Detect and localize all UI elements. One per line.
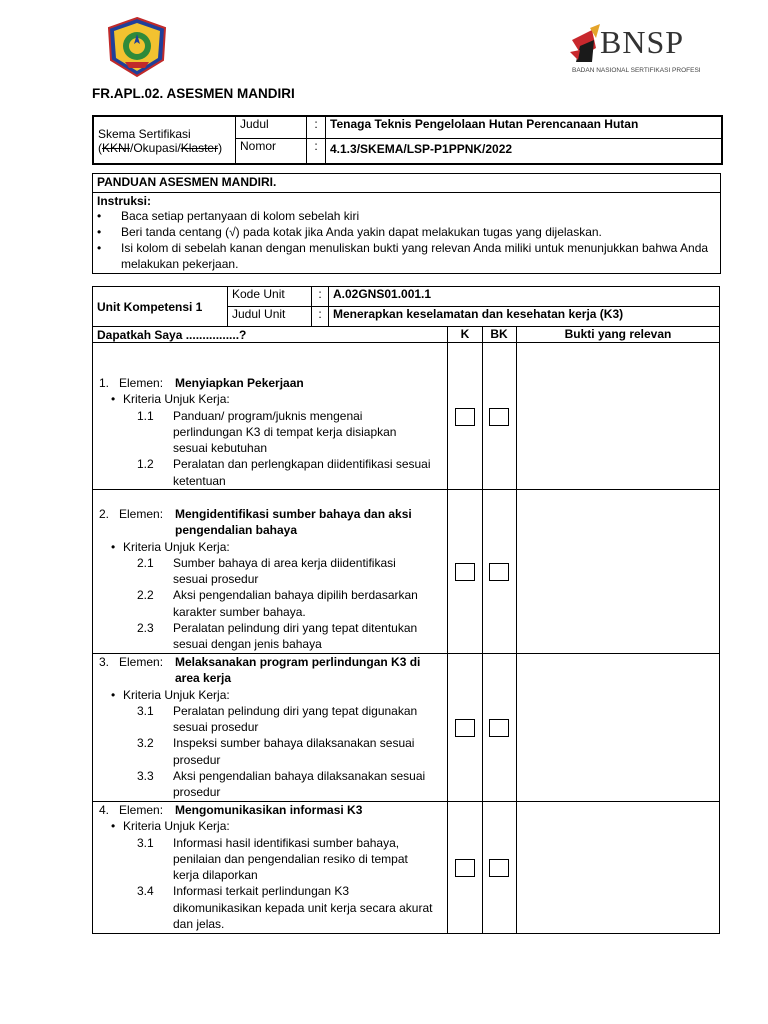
unit-code-value: A.02GNS01.001.1 <box>329 287 720 307</box>
bk-column-header: BK <box>482 327 517 342</box>
column-header-row <box>92 326 720 343</box>
instruction-item: • Baca setiap pertanyaan di kolom sebelah kiri <box>121 208 720 224</box>
element-name: Menyiapkan Pekerjaan <box>175 376 304 390</box>
unit-table <box>92 286 720 327</box>
criteria-number: 3.4 <box>137 884 154 899</box>
criteria-number: 1.1 <box>137 408 154 423</box>
guide-box <box>92 173 721 274</box>
criteria-label: • Kriteria Unjuk Kerja: <box>99 687 444 703</box>
bnsp-logo-subtitle: BADAN NASIONAL SERTIFIKASI PROFESI <box>572 67 701 74</box>
bk-checkbox[interactable] <box>489 408 509 426</box>
criteria-number: 1.2 <box>137 457 154 472</box>
criteria-text: Aksi pengendalian bahaya dilaksanakan sesuai prosedur <box>173 769 426 800</box>
criteria-label: • Kriteria Unjuk Kerja: <box>99 391 444 407</box>
element-name: Melaksanakan program perlindungan K3 di area kerja <box>175 655 421 686</box>
criteria-text: Peralatan pelindung diri yang tepat ditentukan sesuai dengan jenis bahaya <box>173 621 418 652</box>
institution-seal-logo <box>105 16 169 78</box>
scheme-type-label: (KKNI/Okupasi/Klaster) <box>98 141 223 155</box>
criteria-text: Informasi terkait perlindungan K3 dikomunikasikan kepada unit kerja secara akurat dan jelas. <box>173 884 433 932</box>
criteria-number: 2.2 <box>137 588 154 603</box>
criteria-text: Peralatan pelindung diri yang tepat digunakan sesuai prosedur <box>173 703 418 735</box>
element-label: Elemen: <box>119 655 164 669</box>
criteria-label: • Kriteria Unjuk Kerja: <box>99 818 444 834</box>
criteria-number: 2.3 <box>137 621 154 636</box>
criteria-number: 3.3 <box>137 769 154 784</box>
element-label: Elemen: <box>119 376 164 390</box>
colon: : <box>312 287 329 307</box>
element-name: Mengidentifikasi sumber bahaya dan aksi pengendalian bahaya <box>175 507 412 538</box>
evidence-column-header: Bukti yang relevan <box>564 327 672 341</box>
criteria-text: Panduan/ program/juknis mengenai perlindungan K3 di tempat kerja disiapkan sesuai kebutuhan <box>173 408 397 456</box>
bk-checkbox[interactable] <box>489 859 509 877</box>
criteria-text: Aksi pengendalian bahaya dipilih berdasarkan karakter sumber bahaya. <box>173 588 418 619</box>
criteria-number: 2.1 <box>137 555 154 570</box>
bnsp-logo <box>566 22 716 80</box>
instruction-list <box>93 208 720 272</box>
element-number: 3. <box>99 655 110 669</box>
instruction-item: • Beri tanda centang (√) pada kotak jika Anda yakin dapat melakukan tugas yang dijelaskan. <box>121 224 720 240</box>
criteria-text: Sumber bahaya di area kerja diidentifikasi sesuai prosedur <box>173 555 396 587</box>
element-name: Mengomunikasikan informasi K3 <box>175 803 363 817</box>
unit-label: Unit Kompetensi 1 <box>93 287 228 327</box>
scheme-title-value: Tenaga Teknis Pengelolaan Hutan Perencanaan Hutan <box>326 116 723 139</box>
unit-title-label: Judul Unit <box>228 307 312 327</box>
element-number: 1. <box>99 376 110 390</box>
element-number: 2. <box>99 507 110 521</box>
element-number: 4. <box>99 803 110 817</box>
instruction-label: Instruksi: <box>97 194 152 208</box>
element-label: Elemen: <box>119 803 164 817</box>
bnsp-logo-text: BNSP <box>600 24 685 60</box>
colon: : <box>307 139 326 165</box>
colon: : <box>307 116 326 139</box>
bk-checkbox[interactable] <box>489 563 509 581</box>
k-checkbox[interactable] <box>455 408 475 426</box>
judul-label: Judul <box>236 116 307 139</box>
k-checkbox[interactable] <box>455 859 475 877</box>
element-row <box>92 801 720 934</box>
scheme-label: Skema Sertifikasi <box>98 127 191 141</box>
bk-checkbox[interactable] <box>489 719 509 737</box>
element-row <box>92 342 720 490</box>
scheme-label-cell <box>93 116 236 164</box>
criteria-text: Informasi hasil identifikasi sumber bahaya, penilaian dan pengendalian resiko di tempat kerja dilaporkan <box>173 835 408 883</box>
form-title: FR.APL.02. ASESMEN MANDIRI <box>92 86 295 101</box>
criteria-text: Inspeksi sumber bahaya dilaksanakan sesuai prosedur <box>173 736 415 767</box>
element-label: Elemen: <box>119 507 164 521</box>
k-column-header: K <box>447 327 483 342</box>
guide-title: PANDUAN ASESMEN MANDIRI. <box>93 174 720 193</box>
element-row <box>92 489 720 654</box>
k-checkbox[interactable] <box>455 563 475 581</box>
colon: : <box>312 307 329 327</box>
criteria-text: Peralatan dan perlengkapan diidentifikasi sesuai ketentuan <box>173 457 431 488</box>
element-row <box>92 653 720 802</box>
scheme-number-value: 4.1.3/SKEMA/LSP-P1PPNK/2022 <box>326 139 723 165</box>
k-checkbox[interactable] <box>455 719 475 737</box>
instruction-item: • Isi kolom di sebelah kanan dengan menuliskan bukti yang relevan Anda miliki untuk menunjukkan bahwa Anda melakukan pekerjaan. <box>121 240 720 272</box>
question-column-header: Dapatkah Saya ................? <box>97 328 247 342</box>
criteria-number: 3.1 <box>137 835 154 850</box>
scheme-table <box>92 115 723 165</box>
criteria-number: 3.1 <box>137 703 154 718</box>
unit-title-value: Menerapkan keselamatan dan kesehatan kerja (K3) <box>329 307 720 327</box>
unit-code-label: Kode Unit <box>228 287 312 307</box>
criteria-number: 3.2 <box>137 736 154 751</box>
nomor-label: Nomor <box>236 139 307 165</box>
criteria-label: • Kriteria Unjuk Kerja: <box>99 539 444 555</box>
